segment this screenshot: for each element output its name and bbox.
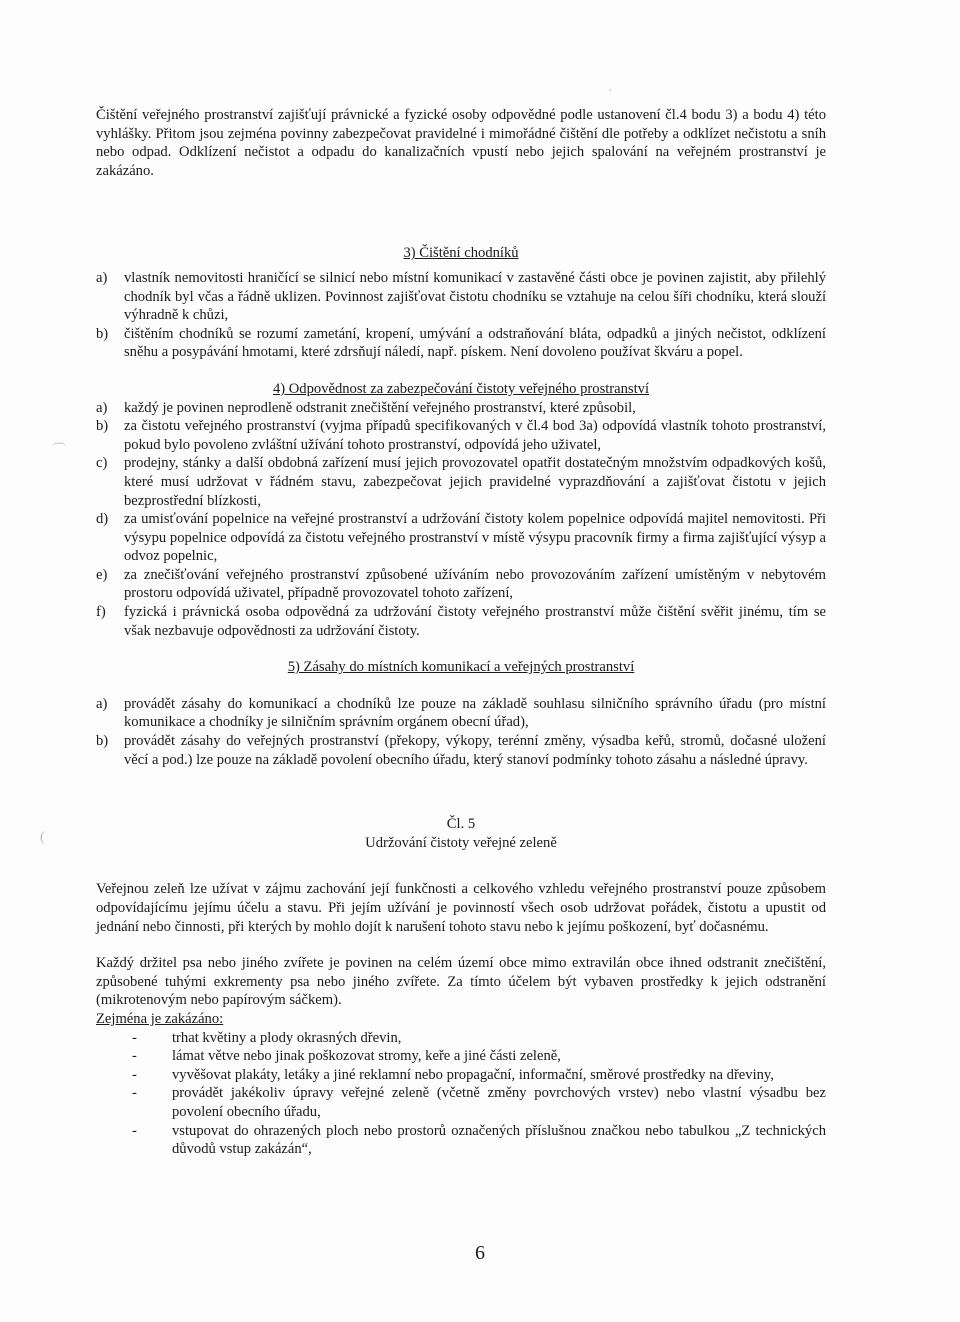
item-label: e) <box>96 566 108 583</box>
item-text: prodejny, stánky a další obdobná zařízení musí jejich provozovatel opatřit dostatečným množstvím odpadkových košů, které musí udržovat v řádném stavu, zabezpečovat jejich pravidelné vyprazdňování a zajišťovat čistotu v jejich bezprostřední blízkosti, <box>124 455 826 509</box>
item-text: vlastník nemovitosti hraničící se silnicí nebo místní komunikací v zastavěné části obce je povinen zajistit, aby přilehlý chodník byl včas a řádně uklizen. Povinnost zajišťovat čistotu chodníku se vztahuje na celou šíři chodníku, která slouží výhradně k chůzi, <box>124 269 826 324</box>
item-label: f) <box>96 604 106 621</box>
article-title: Udržování čistoty veřejné zeleně <box>365 834 557 851</box>
intro-paragraph: Čištění veřejného prostranství zajišťují právnické a fyzické osoby odpovědné podle ustanovení čl.4 bodu 3) a bodu 4) této vyhlášky. Přitom jsou zejména povinny zabezpečovat pravidelné i mimořádné čištění dle potřeby a odklízet nečistotu a sníh nebo odpad. Odklízení nečistot a odpadu do kanalizačních vpustí nebo jejich spalování na veřejném prostranství je zakázáno. <box>96 107 826 179</box>
item-text: provádět zásahy do veřejných prostranství (překopy, výkopy, terénní změny, výsadba keřů, stromů, dočasné uložení věcí a pod.) lze pouze na základě povolení obecního úřadu, který stanoví podmínky tohoto zásahu a následné úpravy. <box>124 733 826 768</box>
item-text: fyzická i právnická osoba odpovědná za udržování čistoty veřejného prostranství může čištění svěřit jinému, tím se však nezbavuje odpovědnosti za udržování čistoty. <box>124 604 826 639</box>
scan-mark: ( <box>40 830 45 845</box>
list-item <box>96 325 826 362</box>
item-text: lámat větve nebo jinak poškozovat stromy, keře a jiné části zeleně, <box>172 1048 561 1065</box>
dash-marker: - <box>132 1122 137 1139</box>
dash-marker: - <box>132 1048 137 1065</box>
item-label: b) <box>96 733 109 750</box>
paragraph: Každý držitel psa nebo jiného zvířete je povinen na celém území obce mimo extravilán obce ihned odstranit znečištění, způsobené tuhými exkrementy psa nebo jiného zvířete. Za tímto účelem být vybaven prostředky k jejich odstranění (mikrotenovým nebo papírovým sáčkem). <box>96 955 826 1009</box>
list-item <box>96 603 826 640</box>
item-label: a) <box>96 695 108 712</box>
list-item <box>96 417 826 454</box>
forbidden-heading: Zejména je zakázáno: <box>96 1010 224 1027</box>
page-number: 6 <box>475 1242 485 1264</box>
scan-mark: ⌒ <box>52 444 66 459</box>
item-text: provádět zásahy do komunikací a chodníků lze pouze na základě souhlasu silničního správního úřadu (pro místní komunikace a chodníky je silničním správním orgánem obecní úřad), <box>124 695 826 731</box>
list-item <box>96 454 826 510</box>
section-4-heading: 4) Odpovědnost za zabezpečování čistoty veřejného prostranství <box>272 380 650 397</box>
item-text: čištěním chodníků se rozumí zametání, kropení, umývání a odstraňování bláta, odpadků a jiných nečistot, odklízení sněhu a posypávání hmotami, které zdrsňují náledí, např. pískem. Není dovoleno používat škváru a popel. <box>124 325 826 361</box>
list-item <box>96 695 826 732</box>
item-text: za znečišťování veřejného prostranství způsobené užíváním nebo provozováním zařízení umístěným v nebytovém prostoru odpovídá uživatel, případně provozovatel tohoto zařízení, <box>124 566 826 602</box>
item-text: vstupovat do ohrazených ploch nebo prostorů označených příslušnou značkou nebo tabulkou „Z technických důvodů vstup zakázán“, <box>172 1122 826 1158</box>
item-text: vyvěšovat plakáty, letáky a jiné reklamní nebo propagační, informační, směrové prostředky na dřeviny, <box>172 1066 774 1083</box>
item-label: b) <box>96 418 109 435</box>
item-label: b) <box>96 325 109 342</box>
item-text: každý je povinen neprodleně odstranit znečištění veřejného prostranství, které způsobil, <box>124 399 636 416</box>
list-item <box>96 1029 826 1048</box>
scan-mark: · <box>608 84 613 99</box>
item-label: d) <box>96 511 109 528</box>
section-5-heading: 5) Zásahy do místních komunikací a veřejných prostranství <box>287 659 635 676</box>
list-item <box>96 510 826 566</box>
item-label: a) <box>96 269 108 286</box>
item-text: trhat květiny a plody okrasných dřevin, <box>172 1029 402 1046</box>
paragraph: Veřejnou zeleň lze užívat v zájmu zachování její funkčnosti a celkového vzhledu veřejného prostranství pouze způsobem odpovídajícímu jejímu účelu a stavu. Při jejím užívání je povinností všech osob udržovat pořádek, čistotu a upustit od jednání nebo činnosti, při kterých by mohlo dojít k narušení tohoto stavu nebo k jejímu poškození, byť dočasnému. <box>96 881 826 935</box>
article-number: Čl. 5 <box>446 816 476 833</box>
list-item <box>96 399 826 418</box>
section-3-heading: 3) Čištění chodníků <box>403 245 519 262</box>
item-label: c) <box>96 455 108 472</box>
document-page <box>96 106 826 1159</box>
list-item <box>96 732 826 769</box>
item-text: za čistotu veřejného prostranství (vyjma případů specifikovaných v čl.4 bod 3a) odpovídá vlastník tohoto prostranství, pokud bylo povoleno zvláštní užívání tohoto prostranství, odpovídá jeho uživatel, <box>124 418 826 453</box>
list-item <box>96 1047 826 1066</box>
item-label: a) <box>96 399 108 416</box>
dash-marker: - <box>132 1085 137 1102</box>
item-text: provádět jakékoliv úpravy veřejné zeleně (včetně změny povrchových vrstev) nebo vlastní výsadbu bez povolení obecního úřadu, <box>172 1085 826 1120</box>
list-item <box>96 1066 826 1085</box>
list-item <box>96 566 826 603</box>
item-text: za umisťování popelnice na veřejné prostranství a udržování čistoty kolem popelnice odpovídá majitel nemovitosti. Při výsypu popelnice odpovídá za čistotu veřejného prostranství v místě výsypu pracovník firmy a firma zajišťující výsyp a odvoz popelnic, <box>124 511 826 565</box>
list-item <box>96 1122 826 1159</box>
list-item <box>96 269 826 325</box>
list-item <box>96 1084 826 1121</box>
dash-marker: - <box>132 1066 137 1083</box>
dash-marker: - <box>132 1029 137 1046</box>
